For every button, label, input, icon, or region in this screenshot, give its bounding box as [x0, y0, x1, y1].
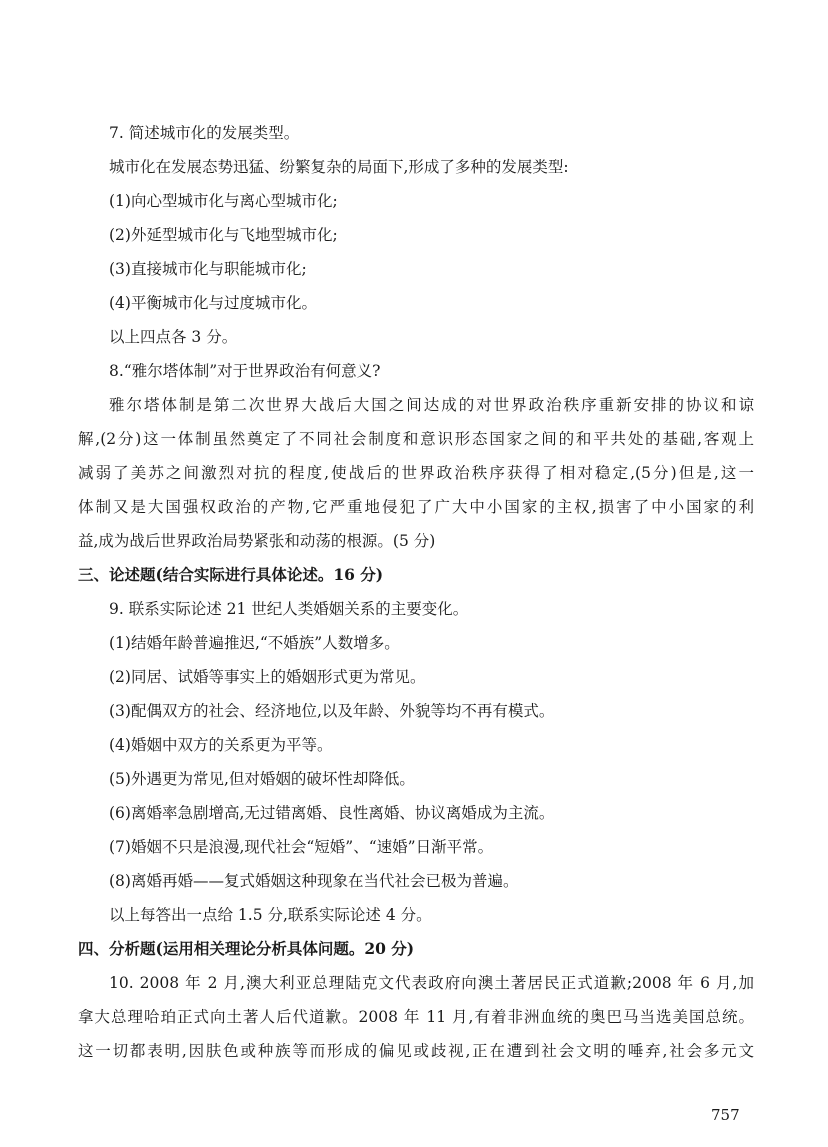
q9-item-3: (3)配偶双方的社会、经济地位,以及年龄、外貌等均不再有模式。: [109, 702, 555, 720]
question-7: 7. 简述城市化的发展类型。: [109, 124, 300, 142]
q8-answer-line-2: 解,(2分)这一体制虽然奠定了不同社会制度和意识形态国家之间的和平共处的基础,客观上: [78, 430, 754, 448]
question-8: 8.“雅尔塔体制”对于世界政治有何意义?: [109, 362, 381, 380]
q8-answer-line-3: 减弱了美苏之间激烈对抗的程度,使战后的世界政治秩序获得了相对稳定,(5分)但是,这一: [78, 464, 754, 482]
q9-item-8: (8)离婚再婚——复式婚姻这种现象在当代社会已极为普遍。: [109, 872, 519, 890]
page-number: 757: [711, 1106, 740, 1124]
q7-intro: 城市化在发展态势迅猛、纷繁复杂的局面下,形成了多种的发展类型:: [109, 158, 569, 176]
q8-answer-line-4: 体制又是大国强权政治的产物,它严重地侵犯了广大中小国家的主权,损害了中小国家的利: [78, 498, 754, 516]
q10-line-2: 拿大总理哈珀正式向土著人后代道歉。2008 年 11 月,有着非洲血统的奥巴马当选美国总统。: [78, 1008, 754, 1026]
q7-item-4: (4)平衡城市化与过度城市化。: [109, 294, 317, 312]
section-3-heading: 三、论述题(结合实际进行具体论述。16 分): [78, 565, 384, 584]
q7-item-3: (3)直接城市化与职能城市化;: [109, 260, 307, 278]
q7-item-1: (1)向心型城市化与离心型城市化;: [109, 192, 338, 210]
q9-item-7: (7)婚姻不只是浪漫,现代社会“短婚”、“速婚”日渐平常。: [109, 838, 494, 856]
q9-item-5: (5)外遇更为常见,但对婚姻的破坏性却降低。: [109, 770, 415, 788]
q9-score: 以上每答出一点给 1.5 分,联系实际论述 4 分。: [109, 906, 432, 924]
q9-item-4: (4)婚姻中双方的关系更为平等。: [109, 736, 333, 754]
q9-item-6: (6)离婚率急剧增高,无过错离婚、良性离婚、协议离婚成为主流。: [109, 804, 555, 822]
q10-line-1: 10. 2008 年 2 月,澳大利亚总理陆克文代表政府向澳土著居民正式道歉;2008 年 6 月,加: [109, 974, 754, 992]
question-9: 9. 联系实际论述 21 世纪人类婚姻关系的主要变化。: [109, 600, 469, 618]
q9-item-2: (2)同居、试婚等事实上的婚姻形式更为常见。: [109, 668, 426, 686]
q8-answer-line-1: 雅尔塔体制是第二次世界大战后大国之间达成的对世界政治秩序重新安排的协议和谅: [109, 396, 754, 414]
page-content: [78, 116, 754, 1068]
q9-item-1: (1)结婚年龄普遍推迟,“不婚族”人数增多。: [109, 634, 400, 652]
section-4-heading: 四、分析题(运用相关理论分析具体问题。20 分): [78, 939, 415, 958]
q7-item-2: (2)外延型城市化与飞地型城市化;: [109, 226, 338, 244]
q7-score: 以上四点各 3 分。: [109, 328, 238, 346]
q8-answer-line-5: 益,成为战后世界政治局势紧张和动荡的根源。(5 分): [78, 532, 436, 550]
q10-line-3: 这一切都表明,因肤色或种族等而形成的偏见或歧视,正在遭到社会文明的唾弃,社会多元文: [78, 1042, 754, 1060]
